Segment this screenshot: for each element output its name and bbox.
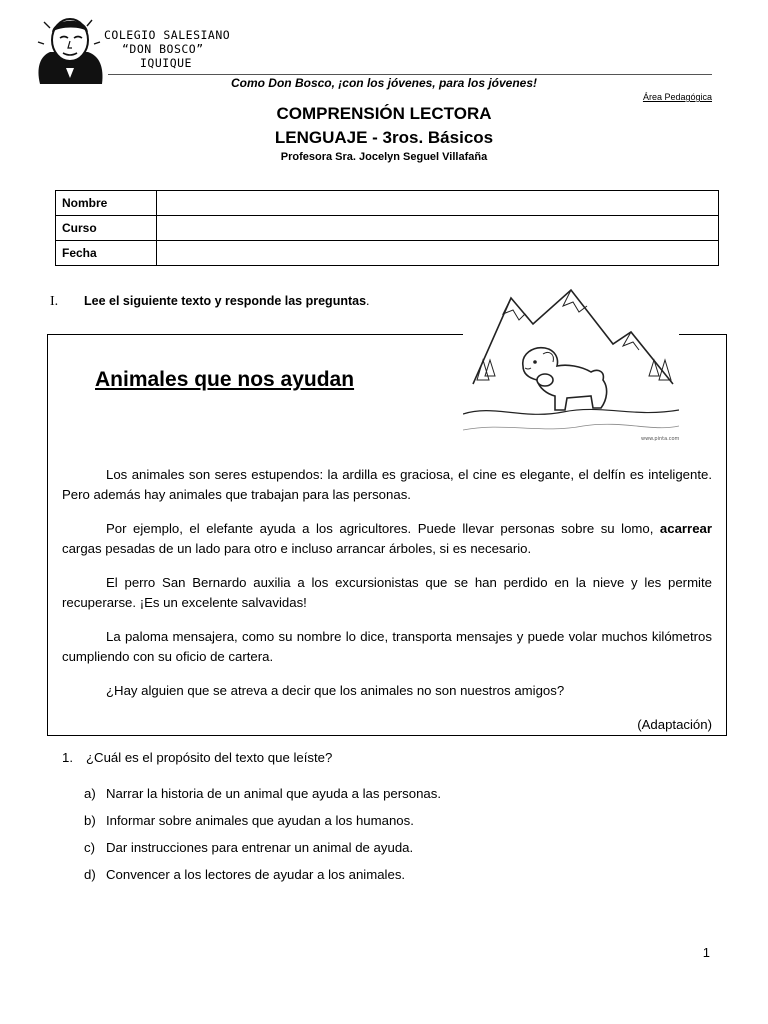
option-text: Convencer a los lectores de ayudar a los animales. — [106, 867, 406, 882]
date-field[interactable] — [157, 241, 719, 266]
question-1 — [62, 750, 332, 765]
course-label: Curso — [56, 216, 157, 241]
answer-options — [84, 786, 441, 894]
teacher-name: Profesora Sra. Jocelyn Seguel Villafaña — [280, 151, 488, 163]
table-row — [56, 241, 719, 266]
header-divider — [108, 74, 712, 75]
story-text: cargas pesadas de un lado para otro e incluso arrancar árboles, si es necesario. — [62, 541, 532, 556]
school-name-line1: COLEGIO SALESIANO — [104, 28, 231, 42]
story-body — [62, 465, 712, 705]
school-name-line3: IQUIQUE — [140, 56, 192, 70]
option-text: Informar sobre animales que ayudan a los humanos. — [106, 813, 414, 828]
date-label: Fecha — [56, 241, 157, 266]
answer-option-a[interactable] — [84, 786, 441, 813]
document-subtitle: LENGUAJE - 3ros. Básicos — [274, 128, 494, 147]
story-paragraph: La paloma mensajera, como su nombre lo dice, transporta mensajes y puede volar muchos kilómetros cumpliendo con su oficio de cartera. — [62, 629, 712, 664]
option-letter: c) — [84, 840, 95, 855]
table-row — [56, 216, 719, 241]
school-name — [104, 28, 264, 70]
name-field[interactable] — [157, 191, 719, 216]
option-letter: d) — [84, 867, 96, 882]
question-number: 1. — [62, 750, 73, 765]
course-field[interactable] — [157, 216, 719, 241]
adaptation-note: (Adaptación) — [637, 717, 712, 732]
story-paragraph: El perro San Bernardo auxilia a los excursionistas que se han perdido en la nieve y les permite recuperarse. ¡Es un excelente salvavidas! — [62, 575, 712, 610]
answer-option-c[interactable] — [84, 840, 441, 867]
option-letter: a) — [84, 786, 96, 801]
answer-option-d[interactable] — [84, 867, 441, 894]
section-instruction — [50, 294, 370, 310]
story-paragraph — [62, 519, 712, 559]
document-title: COMPRENSIÓN LECTORA — [276, 104, 492, 123]
school-name-line2: “DON BOSCO” — [122, 42, 204, 56]
story-text: Por ejemplo, el elefante ayuda a los agricultores. Puede llevar personas sobre su lomo, — [106, 521, 660, 536]
student-info-table — [55, 190, 719, 266]
section-number: I. — [50, 294, 59, 309]
story-title: Animales que nos ayudan — [95, 368, 355, 391]
question-text: ¿Cuál es el propósito del texto que leíste? — [86, 750, 333, 765]
page-number: 1 — [702, 945, 710, 960]
area-label: Área Pedagógica — [642, 92, 712, 102]
story-paragraph: ¿Hay alguien que se atreva a decir que los animales no son nuestros amigos? — [106, 683, 565, 698]
story-paragraph: Los animales son seres estupendos: la ardilla es graciosa, el cine es elegante, el delfín es inteligente. Pero además hay animales que trabajan para las personas. — [62, 467, 712, 502]
story-keyword: acarrear — [659, 521, 712, 536]
option-letter: b) — [84, 813, 96, 828]
dog-in-mountains-illustration — [463, 284, 679, 448]
option-text: Narrar la historia de un animal que ayuda a las personas. — [106, 786, 442, 801]
instruction-period: . — [366, 294, 370, 308]
instruction-text: Lee el siguiente texto y responde las preguntas — [84, 294, 367, 308]
option-text: Dar instrucciones para entrenar un animal de ayuda. — [106, 840, 414, 855]
table-row — [56, 191, 719, 216]
svg-text:www.pinta.com: www.pinta.com — [641, 436, 679, 442]
school-motto: Como Don Bosco, ¡con los jóvenes, para los jóvenes! — [230, 76, 538, 90]
answer-option-b[interactable] — [84, 813, 441, 840]
name-label: Nombre — [56, 191, 157, 216]
